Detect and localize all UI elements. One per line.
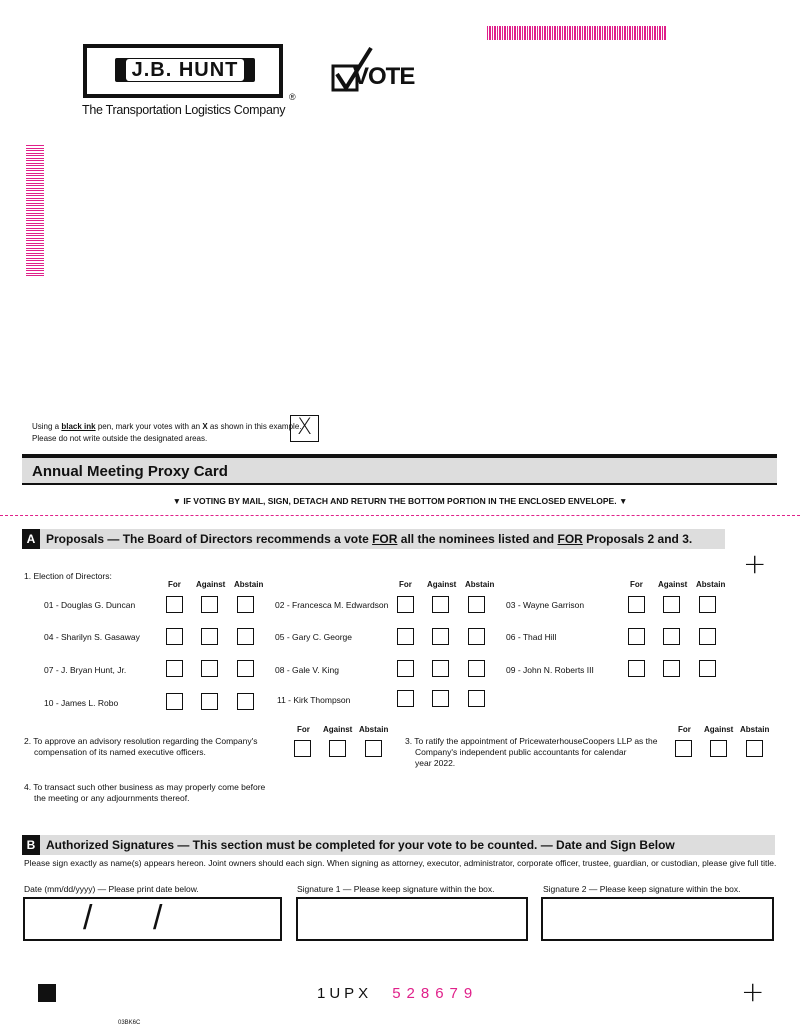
col-for: For bbox=[630, 580, 643, 589]
nominee-label: 01 - Douglas G. Duncan bbox=[44, 600, 136, 610]
section-a-header: A Proposals — The Board of Directors recommends a vote FOR all the nominees listed and FOR Proposals 2 and 3. bbox=[22, 529, 725, 549]
vote-against-checkbox[interactable] bbox=[201, 596, 218, 613]
footer-code: 03BK6C bbox=[118, 1020, 141, 1026]
logo-text: J.B. HUNT bbox=[126, 59, 245, 81]
marking-instructions: Using a black ink pen, mark your votes with an X as shown in this example. Please do not write outside the designated areas. bbox=[32, 422, 302, 443]
card-title: Annual Meeting Proxy Card bbox=[22, 458, 777, 485]
control-code: 1UPX 528679 bbox=[317, 985, 479, 1002]
registration-mark: + bbox=[741, 975, 765, 1008]
col-against: Against bbox=[704, 725, 734, 734]
section-b-letter: B bbox=[22, 835, 40, 855]
registration-square bbox=[38, 984, 56, 1002]
nominee-label: 06 - Thad Hill bbox=[506, 632, 557, 642]
nominee-label: 10 - James L. Robo bbox=[44, 698, 119, 708]
signature-instructions: Please sign exactly as name(s) appears hereon. Joint owners should each sign. When signing as attorney, executor, administrator, corporate officer, trustee, guardian, or custodian, please give full title. bbox=[24, 858, 777, 868]
signature-1-label: Signature 1 — Please keep signature within the box. bbox=[297, 884, 495, 894]
vote-for-checkbox[interactable] bbox=[628, 660, 645, 677]
detach-line bbox=[0, 515, 800, 516]
vote-for-checkbox[interactable] bbox=[166, 628, 183, 645]
nominee-label: 08 - Gale V. King bbox=[275, 665, 339, 675]
proposal-4-text: 4. To transact such other business as may properly come before the meeting or any adjournments thereof. bbox=[24, 782, 266, 803]
col-against: Against bbox=[658, 580, 688, 589]
vote-logo bbox=[331, 46, 415, 96]
vote-against-checkbox[interactable] bbox=[663, 596, 680, 613]
vote-against-checkbox[interactable] bbox=[201, 660, 218, 677]
vote-for-checkbox[interactable] bbox=[675, 740, 692, 757]
vote-abstain-checkbox[interactable] bbox=[237, 660, 254, 677]
logo-tagline: The Transportation Logistics Company bbox=[82, 103, 286, 117]
vote-abstain-checkbox[interactable] bbox=[237, 693, 254, 710]
vote-abstain-checkbox[interactable] bbox=[237, 628, 254, 645]
nominee-label: 04 - Sharilyn S. Gasaway bbox=[44, 632, 140, 642]
col-for: For bbox=[399, 580, 412, 589]
detach-instructions: ▼ IF VOTING BY MAIL, SIGN, DETACH AND RETURN THE BOTTOM PORTION IN THE ENCLOSED ENVELOPE. ▼ bbox=[172, 496, 628, 506]
proposal-2-text: 2. To approve an advisory resolution regarding the Company's compensation of its named executive officers. bbox=[24, 736, 258, 757]
registration-mark: + bbox=[743, 547, 767, 580]
nominee-label: 05 - Gary C. George bbox=[275, 632, 353, 642]
signature-2-label: Signature 2 — Please keep signature within the box. bbox=[543, 884, 741, 894]
vote-abstain-checkbox[interactable] bbox=[699, 596, 716, 613]
proposal-1-label: 1. Election of Directors: bbox=[24, 571, 112, 581]
vote-abstain-checkbox[interactable] bbox=[468, 596, 485, 613]
col-abstain: Abstain bbox=[359, 725, 389, 734]
vote-abstain-checkbox[interactable] bbox=[699, 660, 716, 677]
nominee-label: 07 - J. Bryan Hunt, Jr. bbox=[44, 665, 127, 675]
section-b-header: B Authorized Signatures — This section must be completed for your vote to be counted. — Date and Sign Below bbox=[22, 835, 775, 855]
nominee-label: 09 - John N. Roberts III bbox=[506, 665, 594, 675]
date-input[interactable]: / / bbox=[23, 897, 282, 941]
col-against: Against bbox=[427, 580, 457, 589]
vote-abstain-checkbox[interactable] bbox=[237, 596, 254, 613]
example-mark-box: X bbox=[290, 415, 319, 442]
vote-against-checkbox[interactable] bbox=[201, 628, 218, 645]
nominee-label: 03 - Wayne Garrison bbox=[506, 600, 585, 610]
nominee-label: 11 - Kirk Thompson bbox=[277, 695, 351, 705]
col-for: For bbox=[297, 725, 310, 734]
jb-hunt-logo bbox=[83, 44, 283, 98]
date-label: Date (mm/dd/yyyy) — Please print date below. bbox=[24, 884, 199, 894]
vote-abstain-checkbox[interactable] bbox=[365, 740, 382, 757]
col-abstain: Abstain bbox=[234, 580, 264, 589]
col-abstain: Abstain bbox=[696, 580, 726, 589]
vote-for-checkbox[interactable] bbox=[397, 660, 414, 677]
vote-for-checkbox[interactable] bbox=[166, 596, 183, 613]
col-against: Against bbox=[323, 725, 353, 734]
barcode-top bbox=[487, 26, 667, 40]
vote-text: VOTE bbox=[353, 63, 415, 90]
vote-abstain-checkbox[interactable] bbox=[468, 660, 485, 677]
vote-for-checkbox[interactable] bbox=[628, 628, 645, 645]
vote-against-checkbox[interactable] bbox=[663, 660, 680, 677]
vote-against-checkbox[interactable] bbox=[329, 740, 346, 757]
signature-1-box[interactable] bbox=[296, 897, 528, 941]
vote-for-checkbox[interactable] bbox=[628, 596, 645, 613]
vote-for-checkbox[interactable] bbox=[166, 660, 183, 677]
col-for: For bbox=[678, 725, 691, 734]
vote-for-checkbox[interactable] bbox=[166, 693, 183, 710]
vote-against-checkbox[interactable] bbox=[432, 690, 449, 707]
vote-abstain-checkbox[interactable] bbox=[699, 628, 716, 645]
vote-for-checkbox[interactable] bbox=[397, 628, 414, 645]
col-abstain: Abstain bbox=[740, 725, 770, 734]
vote-abstain-checkbox[interactable] bbox=[746, 740, 763, 757]
col-for: For bbox=[168, 580, 181, 589]
vote-against-checkbox[interactable] bbox=[663, 628, 680, 645]
vote-against-checkbox[interactable] bbox=[432, 660, 449, 677]
proposal-3-text: 3. To ratify the appointment of PricewaterhouseCoopers LLP as the Company's independent public accountants for calendar year 2022. bbox=[405, 736, 658, 768]
signature-2-box[interactable] bbox=[541, 897, 774, 941]
vote-against-checkbox[interactable] bbox=[201, 693, 218, 710]
vote-against-checkbox[interactable] bbox=[710, 740, 727, 757]
vote-for-checkbox[interactable] bbox=[294, 740, 311, 757]
registered-mark: ® bbox=[289, 92, 296, 102]
col-against: Against bbox=[196, 580, 226, 589]
vote-abstain-checkbox[interactable] bbox=[468, 690, 485, 707]
vote-for-checkbox[interactable] bbox=[397, 690, 414, 707]
vote-for-checkbox[interactable] bbox=[397, 596, 414, 613]
vote-against-checkbox[interactable] bbox=[432, 596, 449, 613]
section-a-letter: A bbox=[22, 529, 40, 549]
nominee-label: 02 - Francesca M. Edwardson bbox=[275, 600, 389, 610]
vote-against-checkbox[interactable] bbox=[432, 628, 449, 645]
vote-abstain-checkbox[interactable] bbox=[468, 628, 485, 645]
barcode-side bbox=[26, 145, 44, 278]
col-abstain: Abstain bbox=[465, 580, 495, 589]
